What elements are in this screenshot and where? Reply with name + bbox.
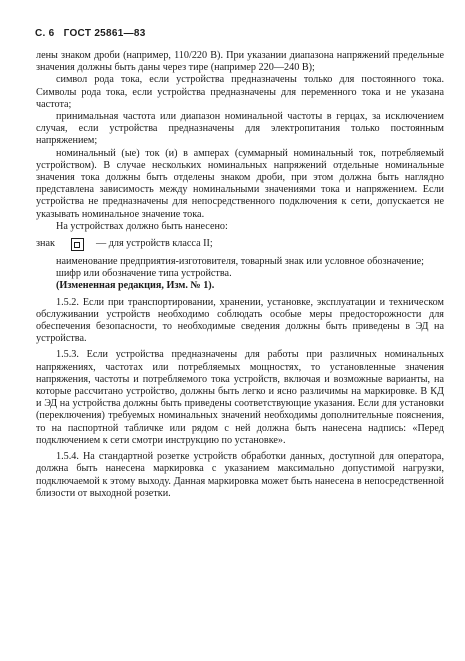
paragraph-manufacturer: наименование предприятия-изготовителя, товарный знак или условное обозначение; xyxy=(56,256,424,268)
paragraph-current: номинальный (ые) ток (и) в амперах (суммарный номинальный ток, потребляемый устройством). В случае нескольких номинальных напряжений отдельные номинальные значения тока должны быть отделены знаком дроби, при этом должна быть наглядно представлена зависимость между номинальными значениями тока и напряжением. Если устройства не предназначены для непосредственного подключения к сети, допускается не указывать номинальное значение тока. xyxy=(36,147,444,220)
edition-note: (Измененная редакция, Изм. № 1). xyxy=(56,280,215,292)
standard-code: ГОСТ 25861—83 xyxy=(63,28,146,39)
sign-label: знак xyxy=(36,238,55,250)
class-ii-sign-row xyxy=(36,238,444,251)
paragraph-current-type: символ рода тока, если устройства предназначены только для постоянного тока. Символы рода тока, если устройства предназначены для переменного тока и не указана частота; xyxy=(36,74,444,110)
paragraph-type-code: шифр или обозначение типа устройства. xyxy=(56,268,232,280)
sign-description: — для устройств класса II; xyxy=(95,238,213,250)
page-number: С. 6 xyxy=(35,28,55,39)
paragraph-marking-intro: На устройствах должно быть нанесено: xyxy=(56,220,228,232)
document-body xyxy=(36,50,444,500)
paragraph-frequency: принимальная частота или диапазон номинальной частоты в герцах, за исключением случая, если устройства предназначены для электропитания только постоянным напряжением; xyxy=(36,111,444,147)
section-1-5-2: 1.5.2. Если при транспортировании, хранении, установке, эксплуатации и техническом обслуживании устройств необходимо соблюдать особые меры предосторожности для обеспечения безопасности, то необходимые сведения должны быть приведены в ЭД на устройства. xyxy=(36,296,444,345)
page-header xyxy=(35,28,152,39)
section-1-5-3: 1.5.3. Если устройства предназначены для работы при различных номинальных напряжениях, частотах или потребляемых мощностях, то установленные значения напряжения, частоты и потребляемого тока устройств, включая и возможные варианты, на которые рассчитано устройство, должны быть легко и ясно различимы на маркировке. В КД и ЭД на устройства должны быть приведены соответствующие указания. Если для установки (переключения) требуемых номинальных значений необходимы дополнительные пояснения, то на паспортной табличке или рядом с ней должна быть нанесена надпись: «Перед подключением к сети смотри инструкцию по установке». xyxy=(36,349,444,446)
section-1-5-4: 1.5.4. На стандартной розетке устройств обработки данных, доступной для оператора, должна быть нанесена маркировка с указанием максимально допустимой нагрузки, подключаемой к этому выходу. Данная маркировка может быть нанесена в непосредственной близости от выходной розетки. xyxy=(36,451,444,499)
double-square-icon xyxy=(71,238,84,251)
paragraph-divider-note: лены знаком дроби (например, 110/220 В). При указании диапазона напряжений предельные значения должны быть даны через тире (например 220—240 В); xyxy=(36,50,444,74)
